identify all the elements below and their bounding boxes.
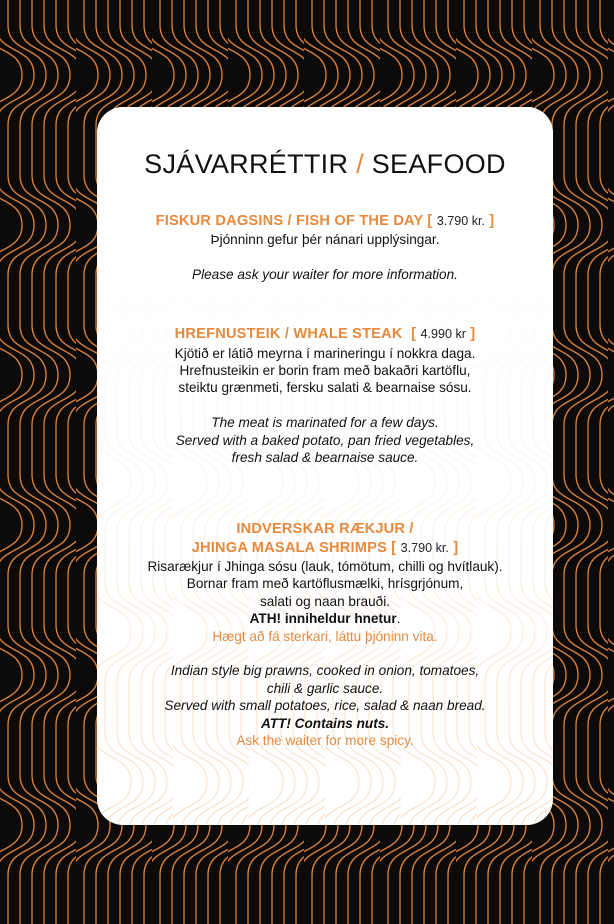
item-description-en: Indian style big prawns, cooked in onion, tomatoes,: [170, 663, 480, 678]
title-icelandic: SJÁVARRÉTTIR: [144, 149, 349, 179]
item-price: 4.990 kr: [420, 327, 466, 341]
title-english: SEAFOOD: [371, 149, 506, 179]
item-description-is: salati og naan brauði.: [260, 594, 390, 609]
allergy-warning-en: ATT! Contains nuts.: [260, 716, 390, 731]
allergy-warning-is: ATH! inniheldur hnetur.: [249, 611, 401, 626]
item-description-is: Risarækjur í Jhinga sósu (lauk, tómötum, chilli og hvítlauk).: [147, 559, 503, 574]
item-description-en: The meat is marinated for a few days.: [211, 415, 439, 430]
page-title: [97, 149, 553, 180]
menu-card: [97, 107, 553, 825]
item-description-is: Þjónninn gefur þér nánari upplýsingar.: [210, 232, 440, 247]
spice-note-en: Ask the waiter for more spicy.: [236, 733, 414, 748]
item-heading-shrimps-line1: INDVERSKAR RÆKJUR /: [236, 521, 414, 537]
item-heading-whale-steak: HREFNUSTEIK / WHALE STEAK [ 4.990 kr ]: [174, 326, 476, 342]
item-description-is: steiktu grænmeti, fersku salati & bearnaise sósu.: [178, 380, 472, 395]
item-heading-shrimps-line2: JHINGA MASALA SHRIMPS [ 3.790 kr. ]: [191, 540, 459, 556]
item-price: 3.790 kr.: [436, 214, 486, 228]
spice-note-is: Hægt að fá sterkari, láttu þjóninn vita.: [212, 629, 438, 644]
title-separator: /: [356, 149, 364, 179]
item-description-en: fresh salad & bearnaise sauce.: [231, 450, 419, 465]
item-description-is: Kjötið er látið meyrna í marineringu í nokkra daga.: [174, 346, 476, 361]
item-description-is: Bornar fram með kartöflusmælki, hrísgrjónum,: [186, 576, 464, 591]
item-description-en: Served with small potatoes, rice, salad & naan bread.: [164, 698, 486, 713]
item-description-en: Please ask your waiter for more information.: [192, 267, 458, 282]
item-description-en: chili & garlic sauce.: [266, 681, 384, 696]
item-description-en: Served with a baked potato, pan fried vegetables,: [175, 433, 475, 448]
item-heading-fish-of-day: FISKUR DAGSINS / FISH OF THE DAY [ 3.790 kr. ]: [155, 213, 495, 229]
item-price: 3.790 kr.: [400, 541, 449, 555]
item-description-is: Hrefnusteikin er borin fram með bakaðri kartöflu,: [179, 363, 471, 378]
